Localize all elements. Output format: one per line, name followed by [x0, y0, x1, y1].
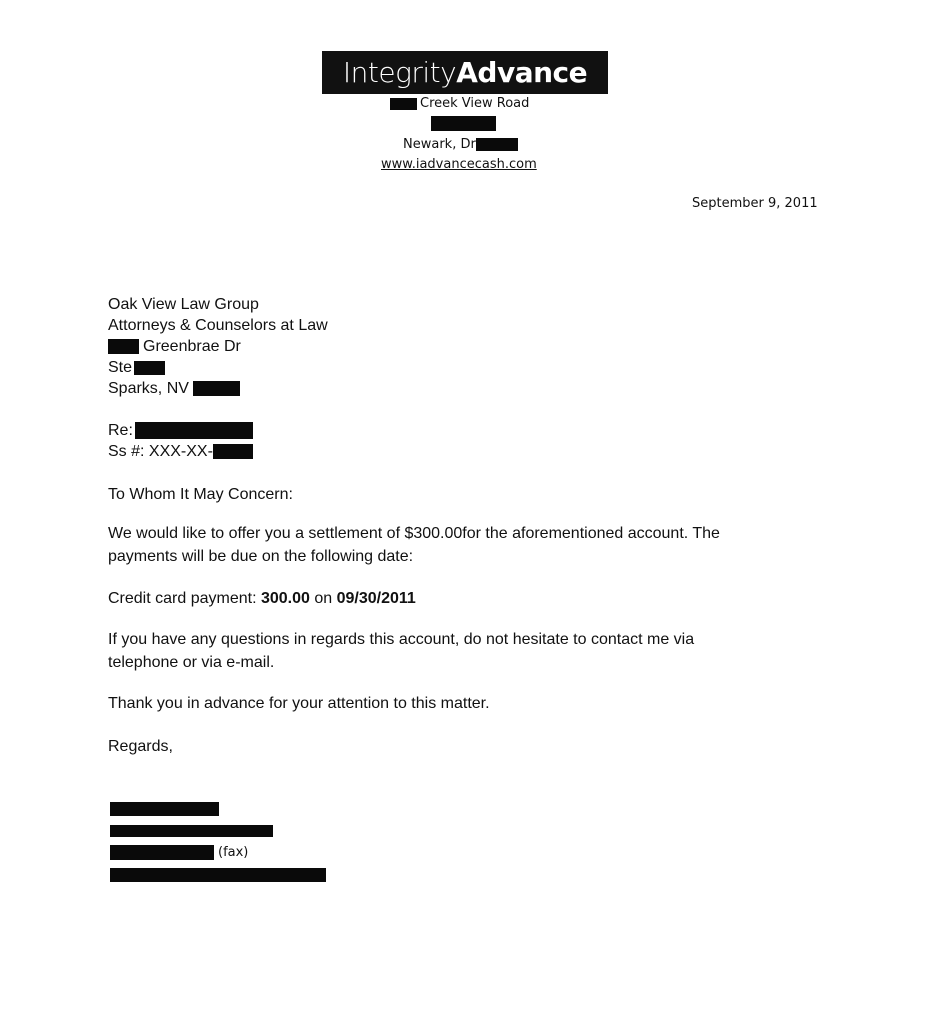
redaction-block: [108, 339, 139, 354]
logo-text-light: Integrity: [342, 56, 457, 89]
redaction-block: [135, 422, 253, 439]
redaction-block: [110, 868, 326, 882]
logo-text-bold: Advance: [456, 56, 588, 89]
letterhead-address-line: [390, 96, 529, 111]
offer-paragraph-line-1: We would like to offer you a settlement of $300.00for the aforementioned account. The: [108, 525, 720, 542]
recipient-street-line: [108, 336, 241, 357]
redaction-block: [110, 845, 214, 860]
questions-paragraph-line-2: telephone or via e-mail.: [108, 654, 275, 671]
redaction-block: [431, 116, 496, 131]
signature-fax-line: [110, 845, 248, 860]
reference-re-label: Re:: [108, 422, 133, 439]
recipient-suite-label: Ste: [108, 359, 133, 376]
payment-date: 09/30/2011: [336, 590, 416, 607]
letterhead-city-line: [403, 137, 518, 152]
reference-ss-line: [108, 441, 253, 462]
letter-date: September 9, 2011: [692, 196, 818, 211]
thanks-line: Thank you in advance for your attention to this matter.: [108, 695, 490, 712]
redaction-block: [213, 444, 253, 459]
payment-amount: 300.00: [260, 590, 310, 607]
company-logo: [322, 51, 608, 94]
payment-label: Credit card payment:: [108, 590, 261, 607]
recipient-city-line: [108, 378, 240, 399]
redaction-block: [390, 98, 417, 110]
recipient-name: Oak View Law Group: [108, 296, 259, 313]
letterhead-website-link[interactable]: www.iadvancecash.com: [381, 157, 537, 172]
offer-paragraph-line-2: payments will be due on the following date:: [108, 548, 414, 565]
closing: Regards,: [108, 738, 173, 755]
recipient-street: Greenbrae Dr: [143, 338, 241, 355]
recipient-city-state: Sparks, NV: [108, 380, 189, 397]
redaction-block: [110, 802, 219, 816]
letterhead-street: Creek View Road: [420, 96, 530, 111]
questions-paragraph-line-1: If you have any questions in regards this account, do not hesitate to contact me via: [108, 631, 695, 648]
signature-fax-label: (fax): [218, 845, 249, 860]
redaction-block: [110, 825, 273, 837]
recipient-title: Attorneys & Counselors at Law: [108, 317, 328, 334]
reference-re-line: [108, 420, 253, 441]
redaction-block: [134, 361, 165, 375]
letterhead-city: Newark, Dr: [403, 137, 476, 152]
reference-ss-label: Ss #: XXX-XX-: [108, 443, 213, 460]
salutation: To Whom It May Concern:: [108, 486, 293, 503]
recipient-suite-line: [108, 357, 165, 378]
redaction-block: [193, 381, 240, 396]
redaction-block: [476, 138, 518, 151]
payment-on: on: [309, 590, 337, 607]
payment-line: [108, 588, 416, 609]
